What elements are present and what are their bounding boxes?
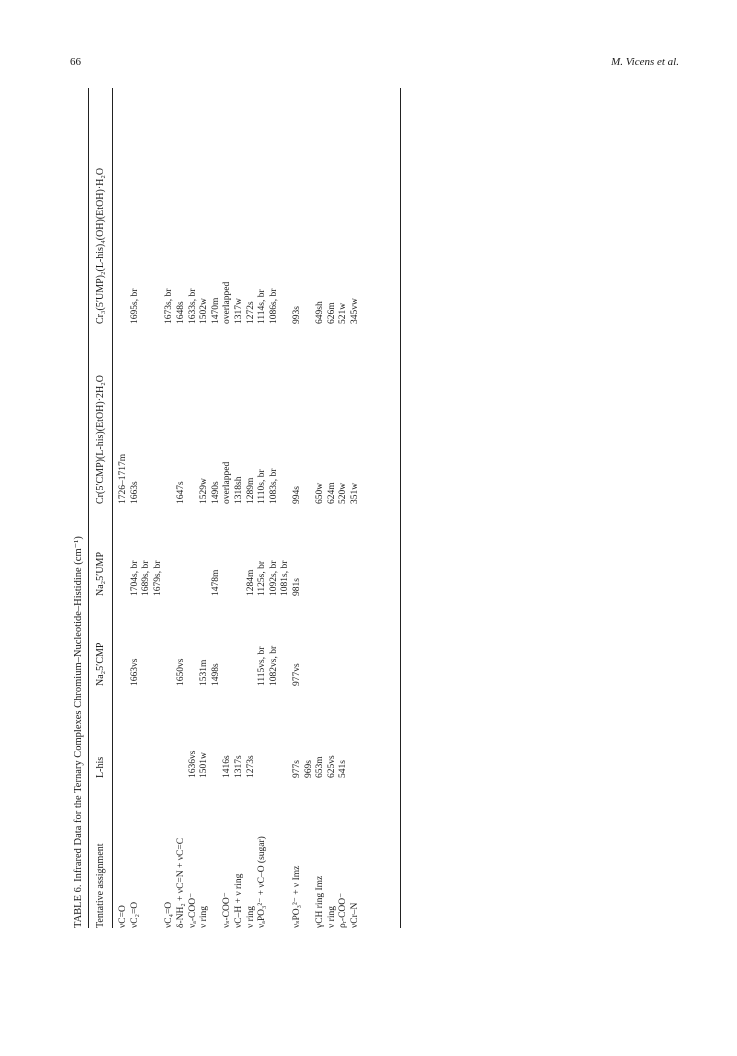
table-cell: 1416s bbox=[222, 755, 233, 778]
table-cell: 541s bbox=[338, 760, 349, 778]
table-cell bbox=[188, 324, 200, 504]
table-cell bbox=[338, 596, 350, 686]
table-row bbox=[315, 88, 327, 928]
table-cell: 520w bbox=[338, 482, 349, 504]
table-cell bbox=[176, 504, 188, 596]
table-cell: 1679s, br bbox=[152, 560, 163, 596]
rotated-table bbox=[72, 88, 402, 928]
table-caption: TABLE 6. Infrared Data for the Ternary Complexes Chromium–Nucleotide–Histidine (cm⁻¹) bbox=[73, 536, 84, 928]
table-cell: 345vw bbox=[349, 298, 360, 324]
table-cell: 1318sh bbox=[233, 476, 244, 504]
table-row bbox=[164, 88, 176, 928]
table-cell: νC=O bbox=[118, 905, 128, 928]
table-cell bbox=[153, 324, 165, 504]
table-cell bbox=[164, 504, 176, 596]
header-na2-cmp: Na₂5′CMP bbox=[95, 642, 107, 686]
table-cell bbox=[280, 596, 292, 686]
table-cell bbox=[153, 88, 165, 324]
table-cell bbox=[141, 778, 153, 928]
table-cell: 649sh bbox=[315, 301, 326, 324]
table-cell: 977vs bbox=[291, 663, 302, 686]
table-cell: 1272s bbox=[245, 301, 256, 324]
header-rule bbox=[112, 88, 113, 928]
table-cell: νCr–N bbox=[349, 902, 360, 928]
table-cell: 1650vs bbox=[175, 658, 186, 686]
table-cell: γCH ring Imz bbox=[315, 875, 326, 928]
table-cell bbox=[304, 324, 316, 504]
table-row bbox=[118, 88, 130, 928]
table-cell bbox=[280, 778, 292, 928]
table-cell: 1284m bbox=[245, 569, 256, 596]
table-cell: 521w bbox=[338, 302, 349, 324]
table-cell bbox=[188, 504, 200, 596]
table-cell bbox=[130, 686, 142, 778]
table-row bbox=[327, 88, 339, 928]
table-cell bbox=[269, 686, 281, 778]
table-row bbox=[130, 88, 142, 928]
table-cell bbox=[350, 504, 362, 596]
table-cell: 1704s, br bbox=[129, 560, 140, 596]
table-cell: νₐPO₃²⁻ + νC–O (sugar) bbox=[257, 836, 268, 928]
table-cell: 981s bbox=[291, 578, 302, 596]
table-cell bbox=[118, 504, 130, 596]
table-cell: νC₂=O bbox=[129, 901, 140, 928]
table-cell bbox=[246, 596, 258, 686]
table-cell bbox=[153, 596, 165, 686]
table-cell bbox=[350, 596, 362, 686]
table-cell: νₐ-COO⁻ bbox=[187, 892, 198, 928]
table-row bbox=[199, 88, 211, 928]
table-cell bbox=[315, 504, 327, 596]
table-cell bbox=[118, 686, 130, 778]
table-row bbox=[350, 88, 362, 928]
table-cell: 1115vs, br bbox=[257, 646, 268, 686]
table-cell bbox=[164, 686, 176, 778]
table-cell: overlapped bbox=[222, 281, 233, 324]
table-cell bbox=[199, 504, 211, 596]
table-cell: δ-NH₂ + νC=N + νC=C bbox=[175, 837, 186, 928]
table-cell: 624m bbox=[326, 482, 337, 504]
table-cell: 1531m bbox=[199, 659, 210, 686]
table-cell: 1689s, br bbox=[141, 560, 152, 596]
table-cell: 1273s bbox=[245, 755, 256, 778]
table-cell bbox=[141, 324, 153, 504]
table-cell bbox=[234, 504, 246, 596]
table-row bbox=[211, 88, 223, 928]
table-cell: 1125s, br bbox=[257, 560, 268, 596]
table-cell: 1633s, br bbox=[187, 288, 198, 324]
table-row bbox=[234, 88, 246, 928]
table-row bbox=[280, 88, 292, 928]
table-cell: 977s bbox=[291, 760, 302, 778]
table-cell: 1082vs, br bbox=[268, 645, 279, 686]
table-cell: 1081s, br bbox=[280, 560, 291, 596]
table-cell bbox=[222, 596, 234, 686]
table-cell bbox=[211, 686, 223, 778]
table-body bbox=[118, 88, 361, 928]
table-cell: ρᵣ-COO⁻ bbox=[338, 892, 349, 928]
table-cell: 969s bbox=[303, 760, 314, 778]
header-na2-ump: Na₂5′UMP bbox=[95, 551, 107, 596]
table-cell: 1317w bbox=[233, 298, 244, 324]
table-cell: 351w bbox=[349, 482, 360, 504]
table-cell bbox=[280, 88, 292, 324]
table-cell: 994s bbox=[291, 486, 302, 504]
table-cell: 625vs bbox=[326, 755, 337, 778]
table-cell: 1502w bbox=[199, 298, 210, 324]
table-cell: 650w bbox=[315, 482, 326, 504]
table-cell bbox=[188, 596, 200, 686]
table-cell: 1083s, br bbox=[268, 468, 279, 504]
table-cell: overlapped bbox=[222, 461, 233, 504]
table-cell: 1114s, br bbox=[257, 289, 268, 324]
table-cell bbox=[164, 324, 176, 504]
table-header-row bbox=[92, 88, 110, 928]
table-cell bbox=[222, 504, 234, 596]
running-head: M. Vicens et al. bbox=[611, 56, 679, 68]
table-cell: 1647s bbox=[175, 481, 186, 504]
bottom-rule bbox=[400, 88, 401, 928]
table-cell bbox=[327, 504, 339, 596]
table-cell: 1110s, br bbox=[257, 469, 268, 504]
table-cell: 1636vs bbox=[187, 750, 198, 778]
table-cell: 1317s bbox=[233, 755, 244, 778]
table-cell bbox=[234, 596, 246, 686]
table-cell bbox=[257, 686, 269, 778]
table-cell: 1501w bbox=[199, 752, 210, 778]
table-row bbox=[176, 88, 188, 928]
table-cell: νC₄=O bbox=[164, 901, 175, 928]
table-row bbox=[188, 88, 200, 928]
table-cell bbox=[315, 596, 327, 686]
table-cell: 1086s, br bbox=[268, 288, 279, 324]
table-cell: 1490s bbox=[210, 481, 221, 504]
table-cell: 626m bbox=[326, 302, 337, 324]
table-cell: 1663vs bbox=[129, 658, 140, 686]
table-cell bbox=[280, 686, 292, 778]
table-cell: 1695s, br bbox=[129, 288, 140, 324]
table-cell bbox=[118, 596, 130, 686]
table-cell: 1663s bbox=[129, 481, 140, 504]
table-cell bbox=[327, 596, 339, 686]
table-cell bbox=[280, 324, 292, 504]
table-cell: ν ring bbox=[199, 906, 210, 928]
table-row bbox=[222, 88, 234, 928]
page-number: 66 bbox=[70, 56, 81, 68]
table-cell bbox=[304, 504, 316, 596]
table-cell: 1726–1717m bbox=[118, 453, 128, 504]
top-rule bbox=[88, 88, 89, 928]
table-cell: 993s bbox=[291, 306, 302, 324]
table-cell bbox=[141, 686, 153, 778]
header-cr3-ump-complex: Cr₃(5′UMP)₂(L-his)₄(OH)(EtOH)·H₂O bbox=[95, 167, 107, 324]
table-row bbox=[338, 88, 350, 928]
table-cell bbox=[350, 686, 362, 778]
table-cell bbox=[338, 504, 350, 596]
table-cell bbox=[141, 88, 153, 324]
table-cell bbox=[153, 686, 165, 778]
table-cell: 1648s bbox=[175, 301, 186, 324]
table-row bbox=[141, 88, 153, 928]
table-cell: 1092s, br bbox=[268, 560, 279, 596]
table-row bbox=[269, 88, 281, 928]
table-cell bbox=[304, 88, 316, 324]
header-cr-cmp-complex: Cr(5′CMP)(L-his)(EtOH)·2H₂O bbox=[95, 375, 107, 504]
table-row bbox=[257, 88, 269, 928]
table-cell bbox=[164, 596, 176, 686]
table-cell bbox=[304, 596, 316, 686]
table-cell: νₛPO₃²⁻ + ν Imz bbox=[291, 865, 302, 928]
table-cell bbox=[304, 778, 316, 928]
header-l-his: L-his bbox=[95, 756, 107, 778]
table-cell: 1470m bbox=[210, 297, 221, 324]
table-cell bbox=[269, 778, 281, 928]
table-row bbox=[292, 88, 304, 928]
table-cell: 653m bbox=[315, 756, 326, 778]
table-cell: 1673s, br bbox=[164, 288, 175, 324]
table-cell: 1498s bbox=[210, 663, 221, 686]
table-row bbox=[246, 88, 258, 928]
header-assignment: Tentative assignment bbox=[95, 843, 107, 928]
table-cell: 1289m bbox=[245, 477, 256, 504]
table-cell: ν ring bbox=[245, 906, 256, 928]
table-cell: νC–H + ν ring bbox=[233, 873, 244, 928]
table-cell bbox=[211, 778, 223, 928]
table-row bbox=[153, 88, 165, 928]
table-cell: νₛ-COO⁻ bbox=[222, 892, 233, 928]
table-cell: 1478m bbox=[210, 569, 221, 596]
table-cell: 1529w bbox=[199, 478, 210, 504]
table-cell bbox=[153, 778, 165, 928]
table-cell bbox=[141, 596, 153, 686]
table-cell bbox=[118, 88, 130, 324]
table-cell: ν ring bbox=[326, 906, 337, 928]
table-cell bbox=[176, 686, 188, 778]
table-row bbox=[304, 88, 316, 928]
